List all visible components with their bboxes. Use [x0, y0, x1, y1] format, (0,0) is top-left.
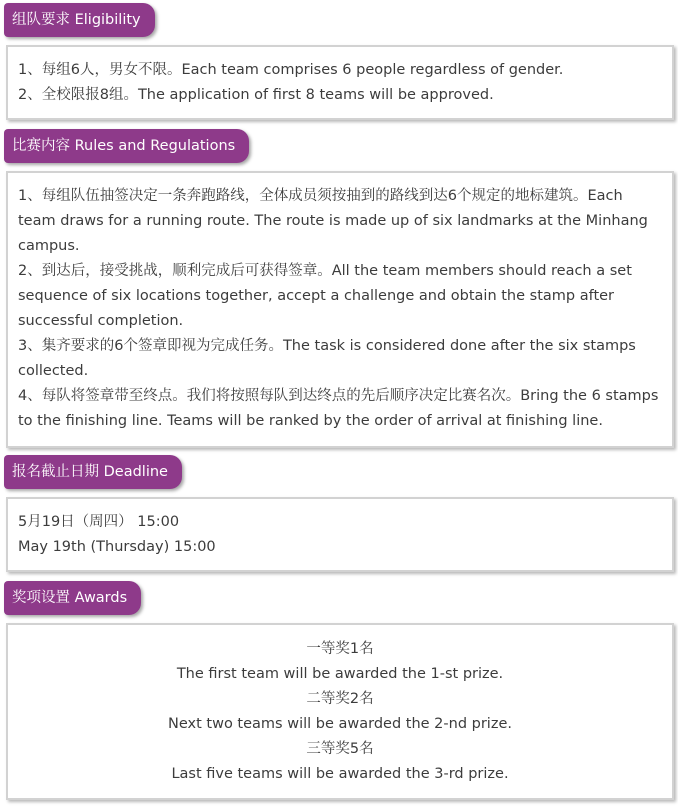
section-title-deadline: 报名截止日期 Deadline — [4, 455, 182, 489]
section-title-eligibility: 组队要求 Eligibility — [4, 3, 155, 37]
rules-line: 4、每队将签章带至终点。我们将按照每队到达终点的先后顺序决定比赛名次。Bring the 6 stamps to the finishing line. Teams will be ranked by the order of arrival at finishing line. — [18, 388, 659, 429]
awards-line: 三等奖5名 — [306, 741, 374, 757]
eligibility-box — [6, 45, 674, 120]
awards-line: Last five teams will be awarded the 3-rd prize. — [171, 766, 509, 782]
awards-line: Next two teams will be awarded the 2-nd prize. — [168, 716, 512, 732]
rules-line: 2、到达后，接受挑战，顺利完成后可获得签章。All the team members should reach a set sequence of six locations together, accept a challenge and obtain the stamp after successful completion. — [18, 263, 632, 329]
rules-box — [6, 171, 674, 448]
rules-line: 3、集齐要求的6个签章即视为完成任务。The task is considered done after the six stamps collected. — [18, 338, 636, 379]
section-title-awards: 奖项设置 Awards — [4, 581, 141, 615]
section-title-rules: 比赛内容 Rules and Regulations — [4, 129, 249, 163]
awards-line: 一等奖1名 — [306, 641, 374, 657]
awards-line: The first team will be awarded the 1-st prize. — [176, 666, 504, 682]
eligibility-line: 1、每组6人，男女不限。Each team comprises 6 people regardless of gender. — [18, 62, 564, 78]
deadline-line: May 19th (Thursday) 15:00 — [18, 539, 216, 555]
awards-line: 二等奖2名 — [306, 691, 374, 707]
deadline-box — [6, 497, 674, 572]
awards-box — [6, 623, 674, 800]
eligibility-line: 2、全校限报8组。The application of first 8 teams will be approved. — [18, 87, 494, 103]
rules-line: 1、每组队伍抽签决定一条奔跑路线，全体成员须按抽到的路线到达6个规定的地标建筑。Each team draws for a running route. The route is made up of six landmarks at the Minhang campus. — [18, 188, 648, 254]
deadline-line: 5月19日（周四） 15:00 — [18, 514, 180, 530]
